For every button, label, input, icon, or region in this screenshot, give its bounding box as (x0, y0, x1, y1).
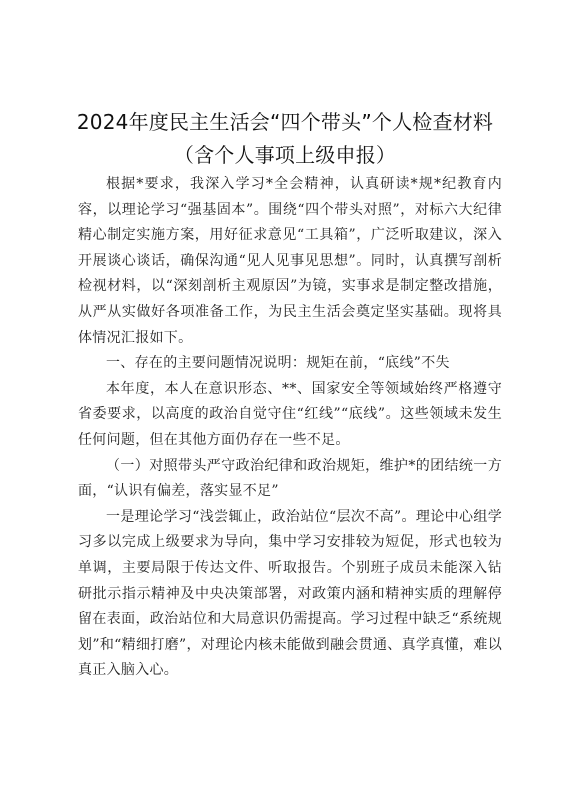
document-title: 2024年度民主生活会“四个带头”个人检查材料 (76, 110, 494, 134)
document-body (78, 172, 502, 684)
intro-paragraph: 根据*要求，我深入学习*全会精神，认真研读*规*纪教育内容，以理论学习“强基固本”。围绕“四个带头对照”，对标六大纪律精心制定实施方案，用好征求意见“工具箱”，广泛听取建议，深入开展谈心谈话，确保沟通“见人见事见思想”。同时，认真撰写剖析检视材料，以“深刻剖析主观原因”为镜，实事求是制定整改措施，从严从实做好各项准备工作，为民主生活会奠定坚实基础。现将具体情况汇报如下。 (78, 176, 502, 346)
body-paragraph: 本年度，本人在意识形态、**、国家安全等领域始终严格遵守省委要求，以高度的政治自觉守住“红线”“底线”。这些领域未发生任何问题，但在其他方面仍存在一些不足。 (78, 380, 502, 448)
body-paragraph: 一是理论学习“浅尝辄止，政治站位“层次不高”。理论中心组学习多以完成上级要求为导向，集中学习安排较为短促，形式也较为单调，主要局限于传达文件、听取报告。个别班子成员未能深入钻研批示指示精神及中央决策部署，对政策内涵和精神实质的理解停留在表面，政治站位和大局意识仍需提高。学习过程中缺乏“系统规划”和“精细打磨”，对理论内核未能做到融会贯通、真学真懂，难以真正入脑入心。 (78, 508, 502, 679)
subsection-heading: （一）对照带头严守政治纪律和政治规矩，维护*的团结统一方面，“认识有偏差，落实显不足” (78, 457, 502, 500)
document-subtitle: （含个人事项上级申报） (173, 143, 397, 167)
section-heading: 一、存在的主要问题情况说明：规矩在前，“底线”不失 (106, 355, 450, 372)
